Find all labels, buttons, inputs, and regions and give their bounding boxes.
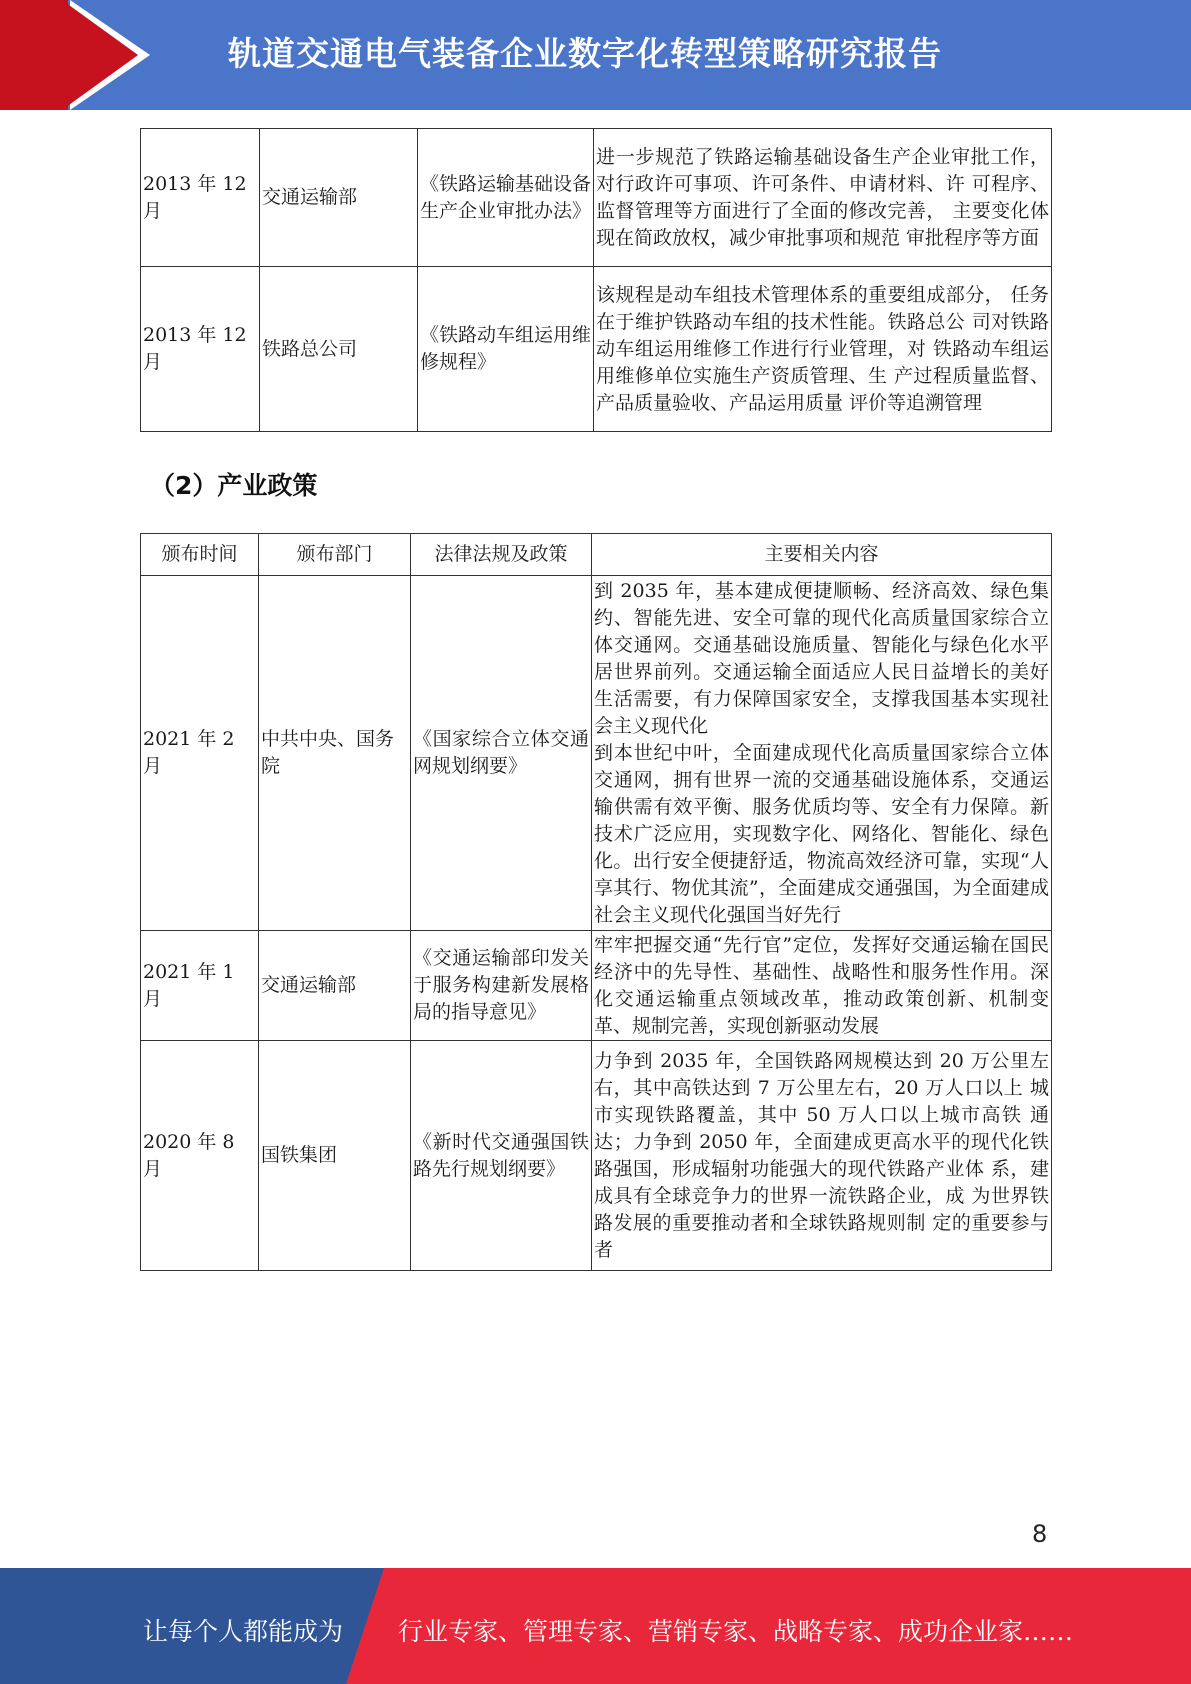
law-cell: 《交通运输部印发关于服务构建新发展格局的指导意见》	[411, 931, 592, 1041]
content-paragraph: 到本世纪中叶，全面建成现代化高质量国家综合立体交通网，拥有世界一流的交通基础设施体系，交通运输供需有效平衡、服务优质均等、安全有力保障。新技术广泛应用，实现数字化、网络化、智能化、绿色化。出行安全便捷舒适，物流高效经济可靠，实现“人享其行、物优其流”，全面建成交通强国，为全面建成社会主义现代化强国当好先行	[594, 741, 1049, 926]
header-red-block	[0, 0, 68, 110]
footer-slogan-right: 行业专家、管理专家、营销专家、战略专家、成功企业家……	[398, 1617, 1074, 1646]
section-heading: （2）产业政策	[150, 471, 318, 500]
date-cell: 2021 年 2 月	[141, 576, 259, 931]
content-cell	[592, 576, 1052, 931]
law-cell: 《铁路动车组运用维修规程》	[418, 267, 594, 432]
content-cell: 力争到 2035 年，全国铁路网规模达到 20 万公里左右，其中高铁达到 7 万公里左右，20 万人口以上 城市实现铁路覆盖，其中 50 万人口以上城市高铁 通达；力争到 2050 年，全面建成更高水平的现代化铁路强国，形成辐射功能强大的现代铁路产业体 系，建成具有全球竞争力的世界一流铁路企业，成 为世界铁路发展的重要推动者和全球铁路规则制 定的重要参与者	[592, 1041, 1052, 1271]
column-header: 颁布部门	[259, 534, 411, 576]
table-row	[141, 1041, 1052, 1271]
report-title: 轨道交通电气装备企业数字化转型策略研究报告	[228, 34, 942, 73]
column-header: 法律法规及政策	[411, 534, 592, 576]
table-row	[141, 129, 1052, 267]
page-number: 8	[1032, 1520, 1048, 1548]
law-cell: 《国家综合立体交通网规划纲要》	[411, 576, 592, 931]
column-header: 主要相关内容	[592, 534, 1052, 576]
content-cell: 牢牢把握交通“先行官”定位，发挥好交通运输在国民经济中的先导性、基础性、战略性和服务性作用。深化交通运输重点领域改革，推动政策创新、机制变革、规制完善，实现创新驱动发展	[592, 931, 1052, 1041]
law-cell: 《铁路运输基础设备生产企业审批办法》	[418, 129, 594, 267]
content-cell: 该规程是动车组技术管理体系的重要组成部分， 任务在于维护铁路动车组的技术性能。铁路总公 司对铁路动车组运用维修工作进行行业管理，对 铁路动车组运用维修单位实施生产资质管理、生 产过程质量监督、产品质量验收、产品运用质量 评价等追溯管理	[594, 267, 1052, 432]
table-row	[141, 267, 1052, 432]
date-cell: 2013 年 12 月	[141, 267, 260, 432]
header-red-arrow	[62, 0, 138, 110]
date-cell: 2013 年 12 月	[141, 129, 260, 267]
department-cell: 交通运输部	[260, 129, 418, 267]
date-cell: 2020 年 8 月	[141, 1041, 259, 1271]
table-row	[141, 931, 1052, 1041]
table-row	[141, 576, 1052, 931]
law-cell: 《新时代交通强国铁路先行规划纲要》	[411, 1041, 592, 1271]
content-paragraph: 到 2035 年，基本建成便捷顺畅、经济高效、绿色集约、智能先进、安全可靠的现代化高质量国家综合立体交通网。交通基础设施质量、智能化与绿色化水平居世界前列。交通运输全面适应人民日益增长的美好生活需要，有力保障国家安全，支撑我国基本实现社会主义现代化	[594, 579, 1049, 737]
regulations-table-continued	[140, 128, 1052, 432]
department-cell: 铁路总公司	[260, 267, 418, 432]
page-footer	[0, 1568, 1191, 1684]
column-header: 颁布时间	[141, 534, 259, 576]
footer-slogan-left: 让每个人都能成为	[143, 1617, 344, 1646]
department-cell: 国铁集团	[259, 1041, 411, 1271]
content-cell: 进一步规范了铁路运输基础设备生产企业审批工作，对行政许可事项、许可条件、申请材料、许 可程序、监督管理等方面进行了全面的修改完善， 主要变化体现在简政放权，减少审批事项和规范 审批程序等方面	[594, 129, 1052, 267]
department-cell: 中共中央、国务院	[259, 576, 411, 931]
department-cell: 交通运输部	[259, 931, 411, 1041]
date-cell: 2021 年 1 月	[141, 931, 259, 1041]
page-header	[0, 0, 1191, 110]
industry-policy-table	[140, 533, 1052, 1271]
table-header-row	[141, 534, 1052, 576]
